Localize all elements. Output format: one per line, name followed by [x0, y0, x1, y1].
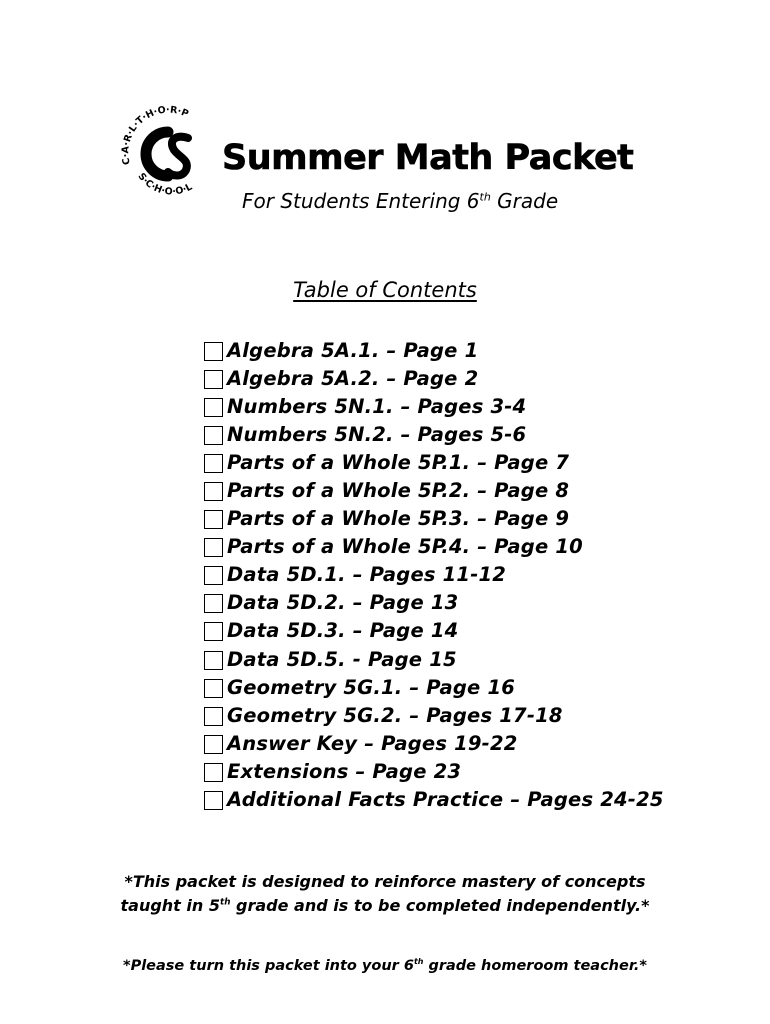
logo-arc-top-text: C·A·R·L·T·H·O·R·P — [120, 104, 190, 166]
checkbox[interactable] — [204, 679, 223, 698]
checkbox[interactable] — [204, 763, 223, 782]
toc-item-label: Parts of a Whole 5P.4. – Page 10 — [227, 535, 583, 559]
toc-item-label: Extensions – Page 23 — [227, 759, 462, 783]
checkbox[interactable] — [204, 566, 223, 585]
toc-item-label: Algebra 5A.1. – Page 1 — [227, 338, 479, 362]
toc-item-label: Parts of a Whole 5P.2. – Page 8 — [227, 479, 570, 503]
checkbox[interactable] — [204, 538, 223, 557]
subtitle-text: For Students Entering 6 — [242, 189, 480, 213]
toc-item-label: Parts of a Whole 5P.1. – Page 7 — [227, 450, 570, 474]
toc-item — [204, 757, 664, 785]
toc-item-label: Geometry 5G.2. – Pages 17-18 — [227, 703, 563, 727]
toc-item — [204, 645, 664, 673]
toc-item — [204, 561, 664, 589]
toc-item-label: Answer Key – Pages 19-22 — [227, 731, 518, 755]
subtitle-suffix: Grade — [490, 189, 559, 213]
toc-item — [204, 617, 664, 645]
note-turn-in-superscript: th — [413, 957, 424, 967]
checkbox[interactable] — [204, 622, 223, 641]
checkbox[interactable] — [204, 426, 223, 445]
toc-item-label: Algebra 5A.2. – Page 2 — [227, 366, 479, 390]
toc-item — [204, 786, 664, 814]
page-title: Summer Math Packet — [222, 138, 634, 178]
checkbox[interactable] — [204, 398, 223, 417]
toc-item-label: Geometry 5G.1. – Page 16 — [227, 675, 516, 699]
note-line2-suffix: grade and is to be completed independently.* — [230, 896, 650, 915]
toc-item — [204, 392, 664, 420]
toc-item-label: Parts of a Whole 5P.3. – Page 9 — [227, 507, 570, 531]
note-packet-purpose-line1: *This packet is designed to reinforce mastery of concepts — [124, 872, 646, 891]
toc-item-label: Data 5D.5. - Page 15 — [227, 647, 457, 671]
note-turn-in-suffix: grade homeroom teacher.* — [423, 958, 647, 974]
toc-item — [204, 729, 664, 757]
subtitle-superscript: th — [479, 190, 491, 204]
toc-item — [204, 336, 664, 364]
toc-item — [204, 533, 664, 561]
checkbox[interactable] — [204, 594, 223, 613]
toc-item-label: Numbers 5N.1. – Pages 3-4 — [227, 394, 527, 418]
checkbox[interactable] — [204, 707, 223, 726]
school-logo — [116, 102, 220, 206]
note-turn-in-text: *Please turn this packet into your 6 — [123, 958, 414, 974]
logo-s-shape — [168, 137, 188, 176]
checkbox[interactable] — [204, 651, 223, 670]
toc-item-label: Data 5D.3. – Page 14 — [227, 619, 459, 643]
toc-item — [204, 589, 664, 617]
checkbox[interactable] — [204, 454, 223, 473]
checkbox[interactable] — [204, 342, 223, 361]
checkbox[interactable] — [204, 370, 223, 389]
checkbox[interactable] — [204, 510, 223, 529]
page-subtitle — [242, 189, 558, 213]
toc-item — [204, 476, 664, 504]
checkbox[interactable] — [204, 735, 223, 754]
toc-item — [204, 420, 664, 448]
toc-item-label: Additional Facts Practice – Pages 24-25 — [227, 788, 664, 812]
note-turn-in — [0, 958, 770, 974]
toc-item — [204, 364, 664, 392]
checkbox[interactable] — [204, 482, 223, 501]
logo-arc-bottom-text: S·C·H·O·O·L — [135, 171, 195, 198]
toc-item-label: Data 5D.1. – Pages 11-12 — [227, 563, 507, 587]
toc-heading-text: Table of Contents — [293, 278, 477, 302]
toc-item-label: Data 5D.2. – Page 13 — [227, 591, 459, 615]
checkbox[interactable] — [204, 791, 223, 810]
toc-item — [204, 701, 664, 729]
toc-heading — [0, 278, 770, 302]
toc-item-label: Numbers 5N.2. – Pages 5-6 — [227, 422, 527, 446]
note-line2-text: taught in 5 — [120, 896, 220, 915]
toc-item — [204, 673, 664, 701]
note-line2-superscript: th — [219, 897, 231, 908]
toc-list — [204, 336, 664, 814]
note-packet-purpose-line2 — [0, 896, 770, 915]
logo-c-shape — [146, 132, 168, 176]
toc-item — [204, 505, 664, 533]
toc-item — [204, 448, 664, 476]
